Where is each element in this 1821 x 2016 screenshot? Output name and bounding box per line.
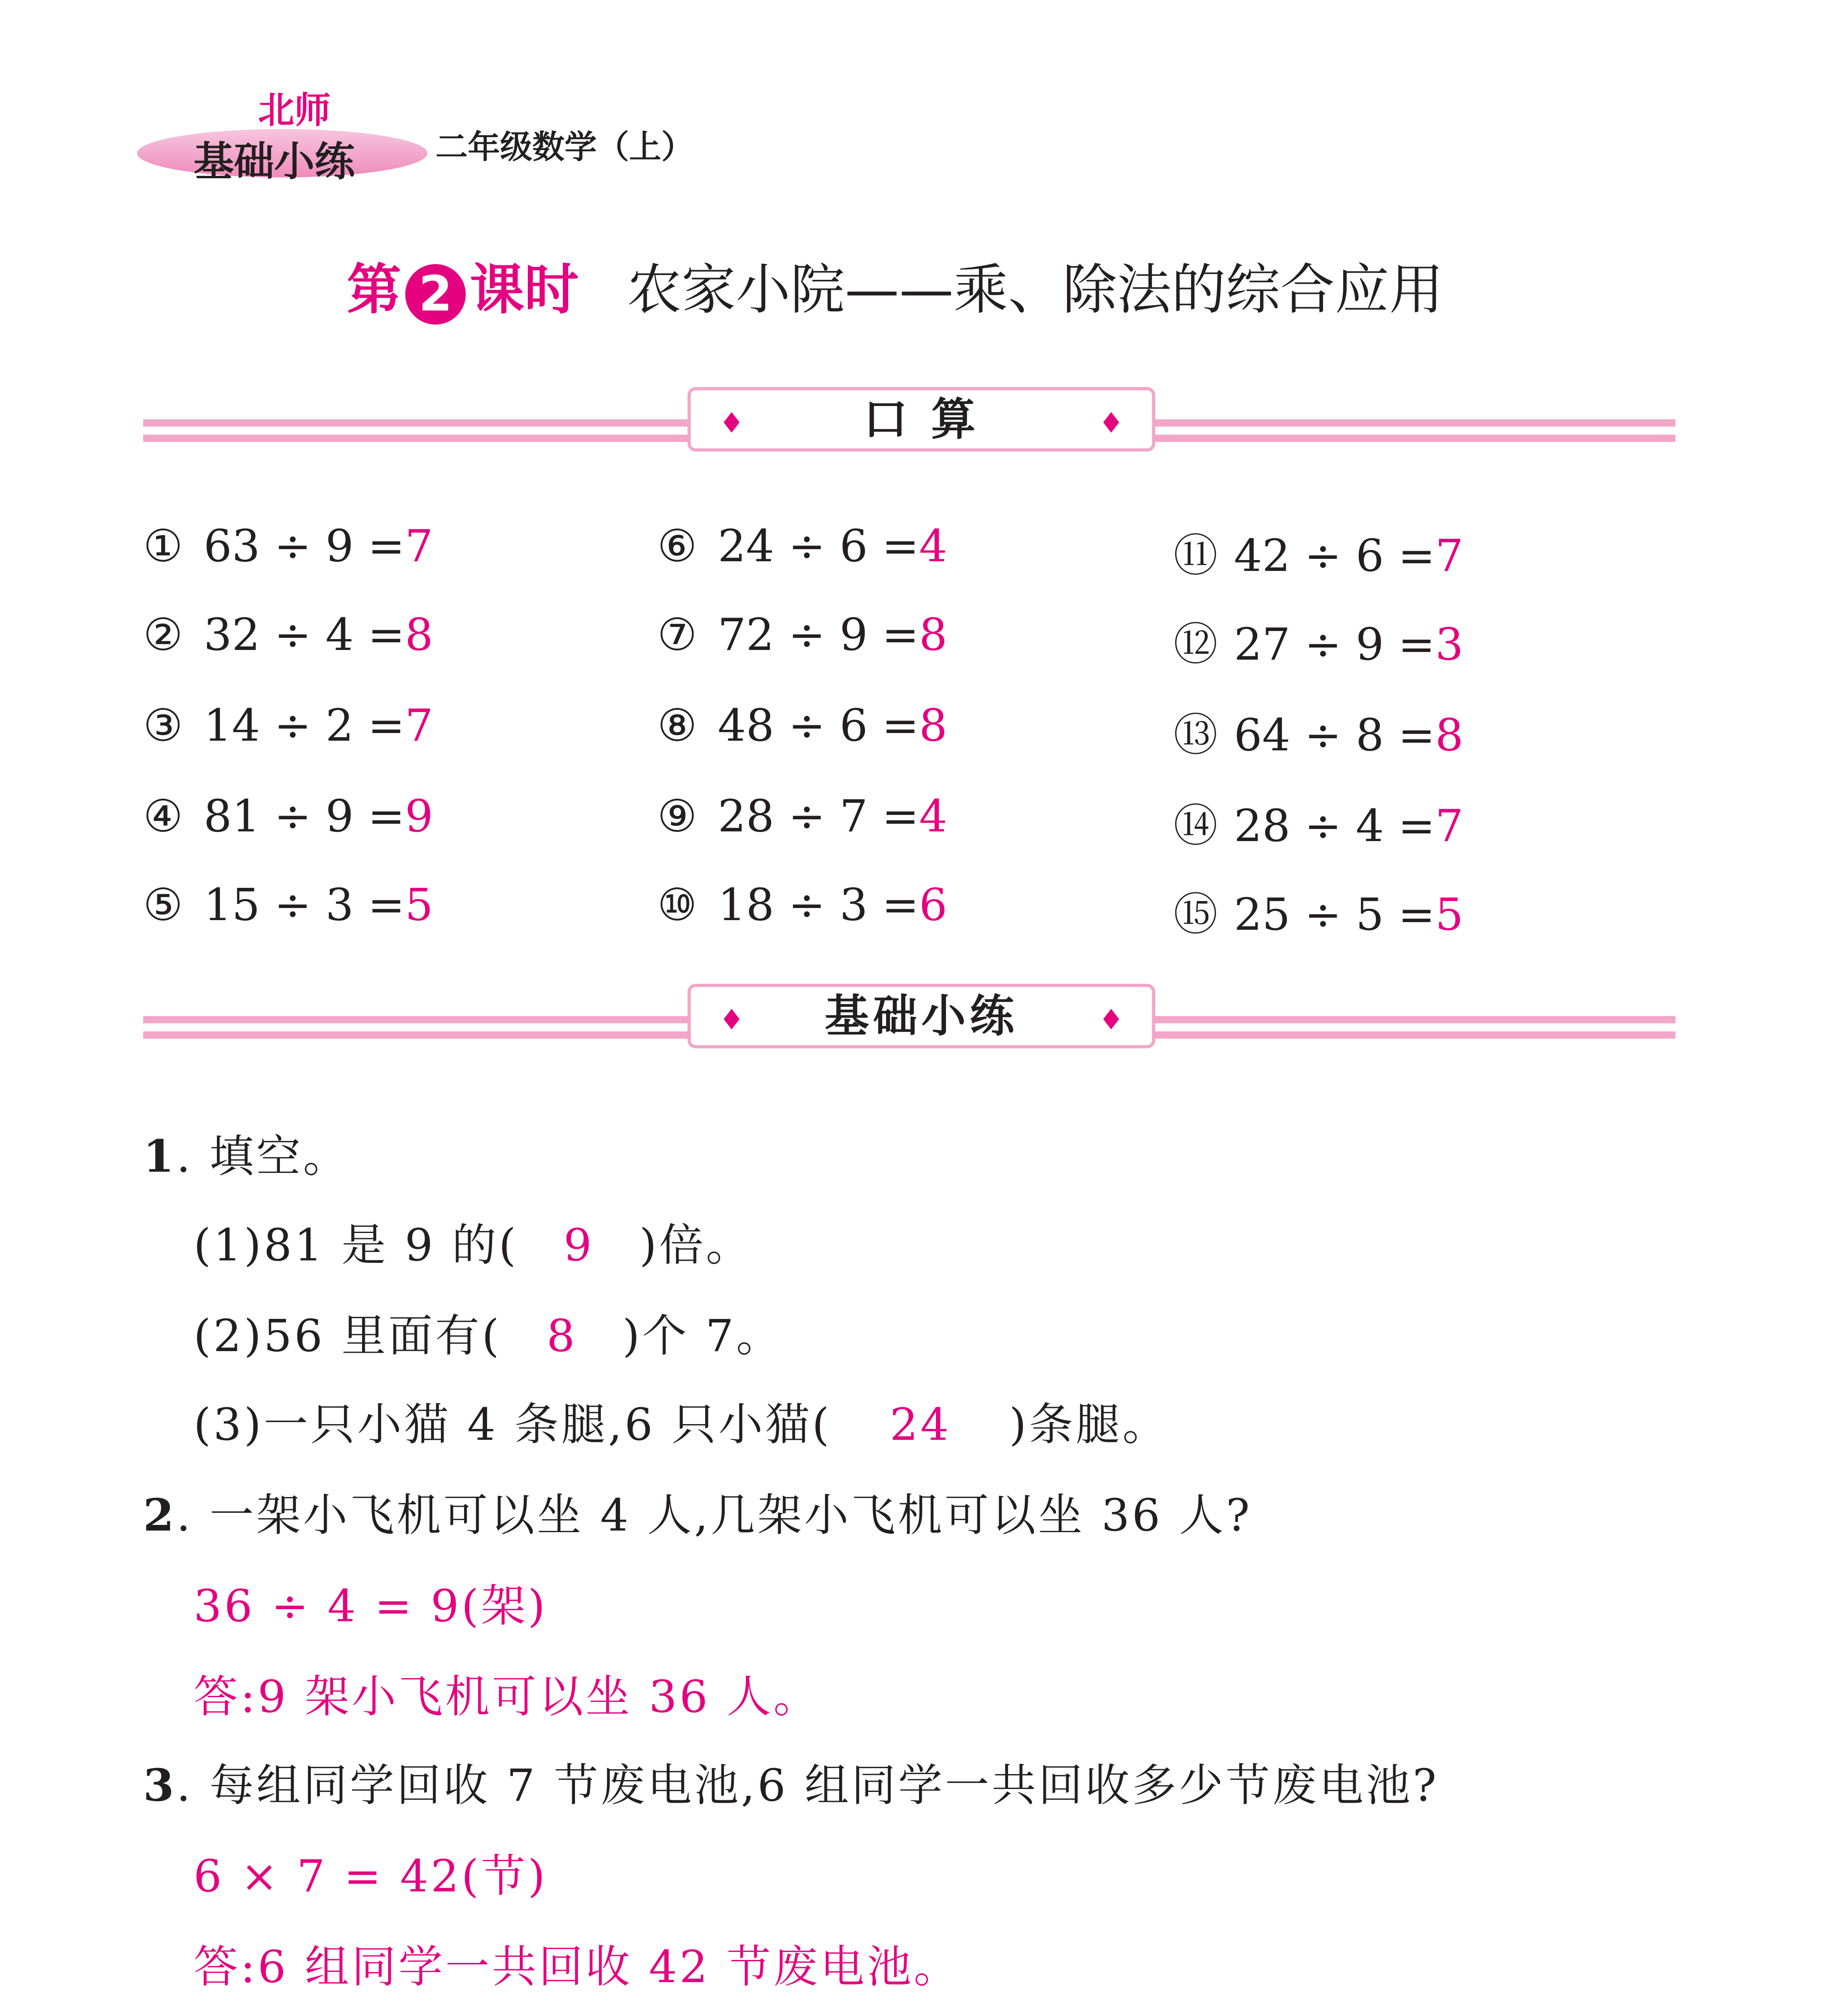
oral-calc-answer: 6 <box>919 879 948 931</box>
oral-calc-expression: 25 ÷ 5 = <box>1234 889 1436 940</box>
q1-item-2-pre: (2)56 里面有( <box>194 1310 502 1362</box>
oral-calc-expression: 32 ÷ 4 = <box>204 609 405 660</box>
oral-calc-item <box>143 790 433 842</box>
oral-calc-index: ③ <box>143 700 183 751</box>
oral-calc-expression: 28 ÷ 4 = <box>1234 800 1436 852</box>
q3-question: . 每组同学回收 7 节废电池,6 组同学一共回收多少节废电池? <box>176 1760 1439 1811</box>
q1-item-1-answer: 9 <box>563 1219 594 1271</box>
oral-calc-index: ⑮ <box>1173 889 1218 940</box>
oral-calc-index: ⑤ <box>143 879 183 931</box>
q2-answer: 答:9 架小飞机可以坐 36 人。 <box>194 1671 820 1722</box>
oral-calc-index: ④ <box>143 790 183 842</box>
section-header-oral <box>688 387 1155 452</box>
oral-calc-item <box>143 520 433 572</box>
q1-item-3-post: )条腿。 <box>1009 1399 1169 1450</box>
oral-calc-index: ⑨ <box>657 790 697 842</box>
q1-item-1-pre: (1)81 是 9 的( <box>194 1219 519 1271</box>
section-bar-practice <box>143 990 1675 1042</box>
oral-calc-answer: 4 <box>919 520 948 572</box>
section-title-oral: 口 算 <box>863 394 980 445</box>
oral-calc-answer: 8 <box>919 609 948 660</box>
diamond-icon: ♦ <box>719 1003 744 1036</box>
oral-calc-expression: 72 ÷ 9 = <box>718 609 919 660</box>
oral-calc-expression: 27 ÷ 9 = <box>1234 619 1436 670</box>
book-title: 二年级数学（上） <box>435 128 694 166</box>
q2-work: 36 ÷ 4 = 9(架) <box>194 1580 548 1632</box>
oral-calc-index: ⑬ <box>1173 709 1218 761</box>
oral-calc-expression: 48 ÷ 6 = <box>718 700 919 751</box>
brand-logo <box>137 69 427 190</box>
oral-calc-expression: 24 ÷ 6 = <box>718 520 919 572</box>
q1-item-3-pre: (3)一只小猫 4 条腿,6 只小猫( <box>194 1399 832 1450</box>
diamond-icon: ♦ <box>1098 406 1124 439</box>
oral-calc-index: ⑧ <box>657 700 697 751</box>
brand-top-text: 北师 <box>258 89 331 131</box>
q1-item-2-answer: 8 <box>546 1310 577 1362</box>
oral-calc-expression: 18 ÷ 3 = <box>718 879 919 931</box>
oral-calc-expression: 63 ÷ 9 = <box>204 520 405 572</box>
lesson-title <box>347 246 1444 325</box>
q3-answer: 答:6 组同学一共回收 42 节废电池。 <box>194 1941 961 1993</box>
oral-calc-answer: 8 <box>1435 709 1464 761</box>
q2-text <box>143 1480 1252 1543</box>
section-title-practice: 基础小练 <box>825 990 1018 1042</box>
q1-item-3 <box>194 1389 1169 1453</box>
oral-calc-expression: 42 ÷ 6 = <box>1234 530 1436 581</box>
lesson-subtitle: 农家小院——乘、除法的综合应用 <box>627 258 1444 321</box>
oral-calc-index: ⑭ <box>1173 800 1218 852</box>
oral-calc-item <box>657 879 947 931</box>
oral-calc-item <box>143 609 433 660</box>
oral-calc-answer: 7 <box>405 520 433 572</box>
oral-calc-answer: 5 <box>1435 889 1464 940</box>
oral-calc-answer: 8 <box>405 609 433 660</box>
oral-calc-item <box>1173 609 1463 673</box>
section-bar-oral <box>143 394 1675 445</box>
oral-calc-answer: 5 <box>405 879 433 931</box>
oral-calc-index: ⑫ <box>1173 619 1218 670</box>
q1-number: 1 <box>143 1130 177 1182</box>
oral-calc-expression: 14 ÷ 2 = <box>204 700 405 751</box>
oral-calc-index: ① <box>143 520 183 572</box>
oral-calc-item <box>1173 700 1463 763</box>
oral-calc-item <box>1173 520 1463 584</box>
diamond-icon: ♦ <box>719 406 744 439</box>
oral-calc-item <box>657 700 947 751</box>
oral-calc-index: ⑦ <box>657 609 697 660</box>
oral-calc-expression: 81 ÷ 9 = <box>204 790 405 842</box>
q2-number: 2 <box>143 1489 177 1541</box>
oral-calc-answer: 7 <box>1435 800 1464 852</box>
q1-item-3-answer: 24 <box>890 1399 951 1450</box>
oral-calc-item <box>1173 790 1463 854</box>
oral-calc-answer: 3 <box>1435 619 1464 670</box>
oral-calc-answer: 7 <box>405 700 433 751</box>
q3-work: 6 × 7 = 42(节) <box>194 1850 548 1902</box>
oral-calc-index: ⑩ <box>657 879 697 931</box>
q1-item-2 <box>194 1300 783 1364</box>
oral-calc-answer: 8 <box>919 700 948 751</box>
oral-calc-index: ② <box>143 609 183 660</box>
q1-title <box>143 1121 350 1185</box>
oral-calc-item <box>657 520 947 572</box>
oral-calc-expression: 28 ÷ 7 = <box>718 790 919 842</box>
oral-calc-answer: 7 <box>1435 530 1464 581</box>
oral-calc-expression: 15 ÷ 3 = <box>204 879 405 931</box>
diamond-icon: ♦ <box>1098 1003 1124 1036</box>
oral-calc-index: ⑥ <box>657 520 697 572</box>
oral-calc-item <box>657 790 947 842</box>
oral-calc-item <box>143 700 433 751</box>
oral-calc-item <box>657 609 947 660</box>
oral-calc-expression: 64 ÷ 8 = <box>1234 709 1436 761</box>
oral-calc-answer: 4 <box>919 790 948 842</box>
q1-item-2-post: )个 7。 <box>622 1310 783 1362</box>
q1-item-1 <box>194 1210 753 1273</box>
lesson-suffix: 课时 <box>470 258 579 321</box>
q3-text <box>143 1750 1439 1814</box>
lesson-number-badge: 2 <box>405 264 466 325</box>
section-header-practice <box>688 984 1155 1048</box>
oral-calc-answer: 9 <box>405 790 433 842</box>
q1-item-1-post: )倍。 <box>639 1219 753 1271</box>
lesson-prefix: 第 <box>347 258 401 321</box>
brand-main-text: 基础小练 <box>194 138 355 185</box>
q3-number: 3 <box>143 1759 177 1811</box>
q2-question: . 一架小飞机可以坐 4 人,几架小飞机可以坐 36 人? <box>176 1489 1252 1541</box>
oral-calc-index: ⑪ <box>1173 530 1218 581</box>
oral-calc-item <box>143 879 433 931</box>
oral-calc-item <box>1173 879 1463 943</box>
q1-title-text: . 填空。 <box>176 1131 350 1182</box>
